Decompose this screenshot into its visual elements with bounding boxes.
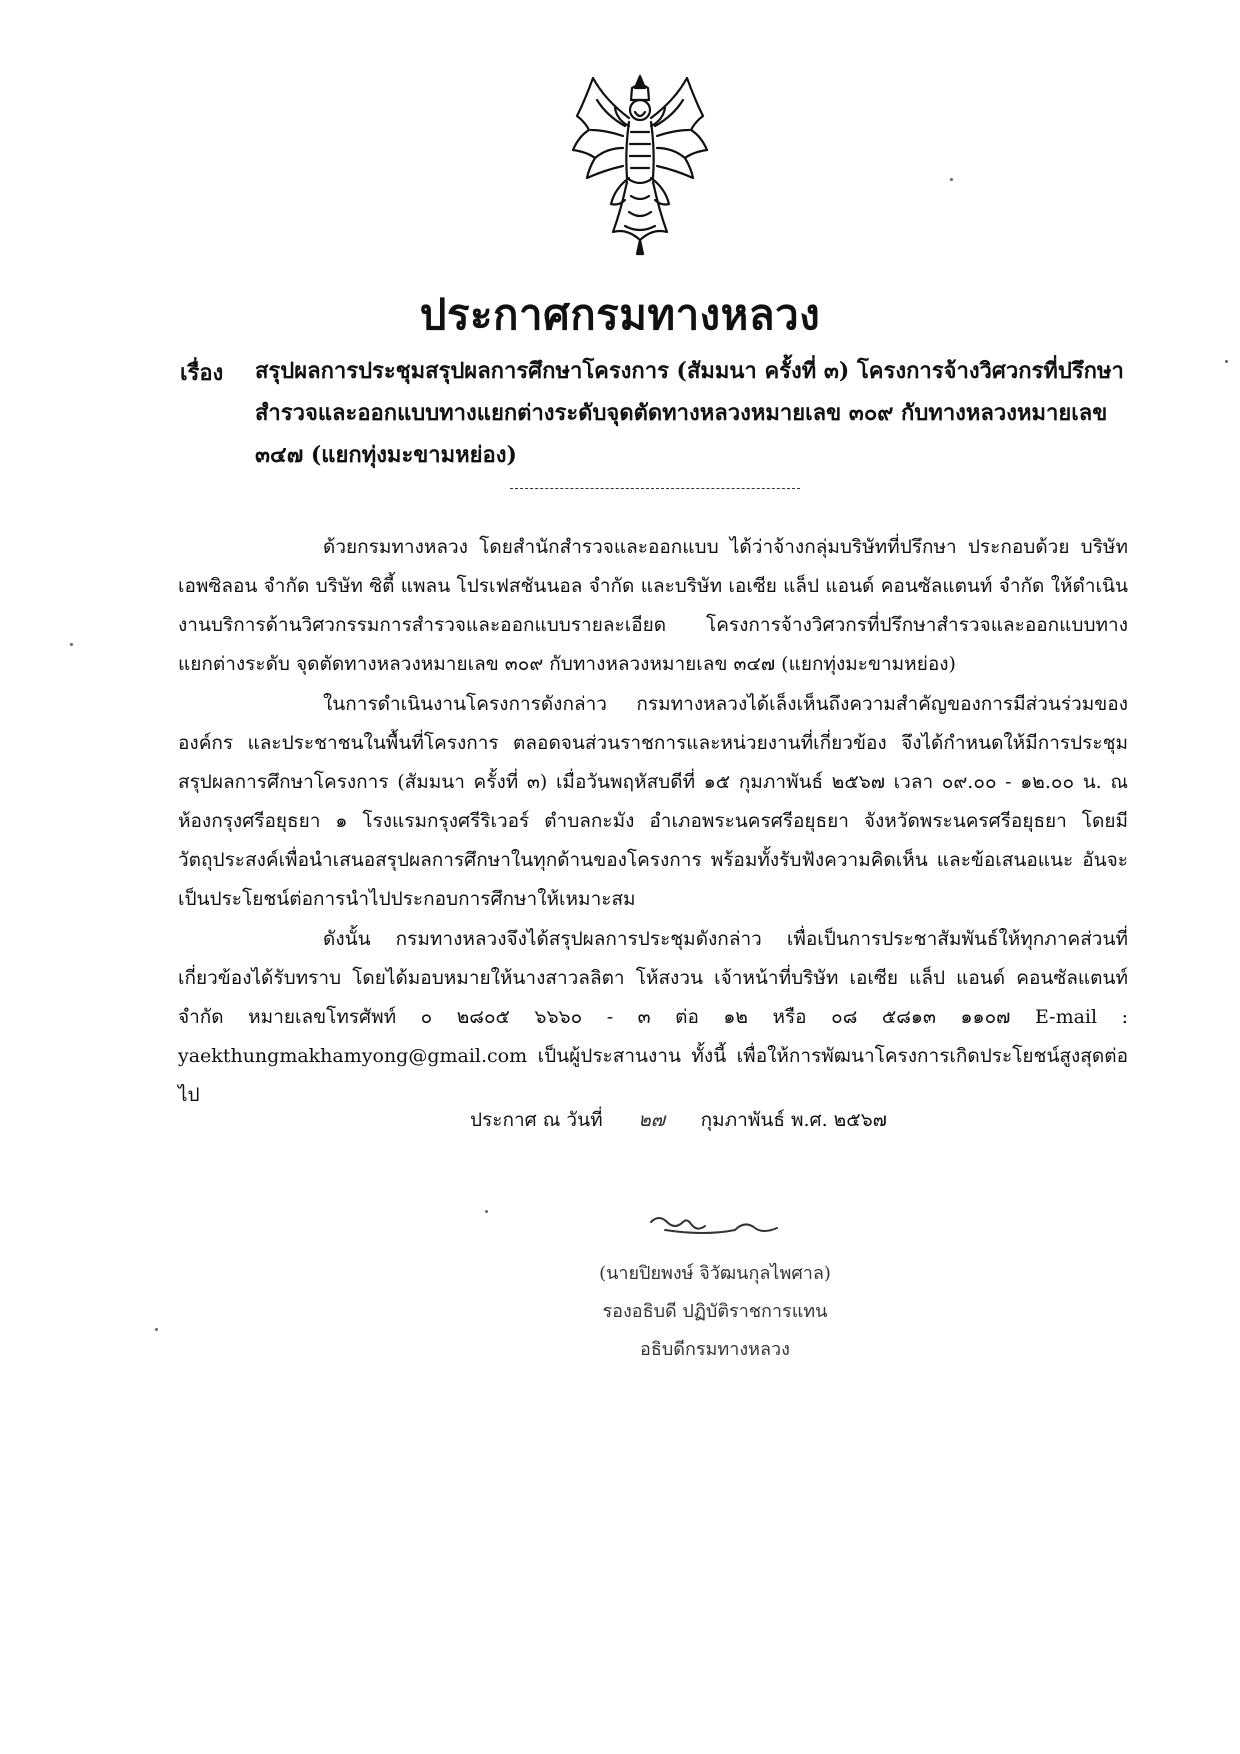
scan-speck [950, 178, 953, 181]
announcement-date-day: ๒๗ [638, 1109, 665, 1131]
announcement-date [470, 1105, 887, 1135]
body-paragraph-1: ด้วยกรมทางหลวง โดยสำนักสำรวจและออกแบบ ได้ว่าจ้างกลุ่มบริษัทที่ปรึกษา ประกอบด้วย บริษัท เอพซิลอน จำกัด บริษัท ซิตี้ แพลน โปรเฟสชันนอล จำกัด และบริษัท เอเซีย แล็ป แอนด์ คอนซัลแตนท์ จำกัด ให้ดำเนินงานบริการด้านวิศวกรรมการสำรวจและออกแบบรายละเอียด โครงการจ้างวิศวกรที่ปรึกษาสำรวจและออกแบบทางแยกต่างระดับ จุดตัดทางหลวงหมายเลข ๓๐๙ กับทางหลวงหมายเลข ๓๔๗ (แยกทุ่งมะขามหย่อง) [178, 536, 1128, 675]
handwritten-signature-icon [645, 1200, 785, 1250]
scan-speck [155, 1328, 158, 1331]
dashed-divider [510, 488, 800, 489]
announcement-date-month-year: กุมภาพันธ์ พ.ศ. ๒๕๖๗ [700, 1109, 887, 1131]
scan-speck [1225, 360, 1228, 363]
garuda-emblem-icon [565, 70, 715, 260]
subject-label: เรื่อง [180, 360, 224, 386]
body-paragraph-2: ในการดำเนินงานโครงการดังกล่าว กรมทางหลวงได้เล็งเห็นถึงความสำคัญของการมีส่วนร่วมขององค์กร และประชาชนในพื้นที่โครงการ ตลอดจนส่วนราชการและหน่วยงานที่เกี่ยวข้อง จึงได้กำหนดให้มีการประชุมสรุปผลการศึกษาโครงการ (สัมมนา ครั้งที่ ๓) เมื่อวันพฤหัสบดีที่ ๑๕ กุมภาพันธ์ ๒๕๖๗ เวลา ๐๙.๐๐ - ๑๒.๐๐ น. ณ ห้องกรุงศรีอยุธยา ๑ โรงแรมกรุงศรีริเวอร์ ตำบลกะมัง อำเภอพระนครศรีอยุธยา จังหวัดพระนครศรีอยุธยา โดยมีวัตถุประสงค์เพื่อนำเสนอสรุปผลการศึกษาในทุกด้านของโครงการ พร้อมทั้งรับฟังความคิดเห็น และข้อเสนอแนะ อันจะเป็นประโยชน์ต่อการนำไปประกอบการศึกษาให้เหมาะสม [178, 693, 1128, 910]
signatory-block [520, 1255, 910, 1369]
document-title: ประกาศกรมทางหลวง [419, 290, 821, 339]
body-paragraph-3: ดังนั้น กรมทางหลวงจึงได้สรุปผลการประชุมดังกล่าว เพื่อเป็นการประชาสัมพันธ์ให้ทุกภาคส่วนที่เกี่ยวข้องได้รับทราบ โดยได้มอบหมายให้นางสาวลลิตา โห้สงวน เจ้าหน้าที่บริษัท เอเซีย แล็ป แอนด์ คอนซัลแตนท์ จำกัด หมายเลขโทรศัพท์ ๐ ๒๘๐๕ ๖๖๖๐ - ๓ ต่อ ๑๒ หรือ ๐๘ ๕๘๑๓ ๑๑๐๗ E-mail : yaekthungmakhamyong@gmail.com เป็นผู้ประสานงาน ทั้งนี้ เพื่อให้การพัฒนาโครงการเกิดประโยชน์สูงสุดต่อไป [178, 928, 1128, 1106]
announcement-date-prefix: ประกาศ ณ วันที่ [470, 1109, 603, 1131]
subject-text: สรุปผลการประชุมสรุปผลการศึกษาโครงการ (สัมมนา ครั้งที่ ๓) โครงการจ้างวิศวกรที่ปรึกษาสำรวจและออกแบบทางแยกต่างระดับจุดตัดทางหลวงหมายเลข ๓๐๙ กับทางหลวงหมายเลข ๓๔๗ (แยกทุ่งมะขามหย่อง) [255, 358, 1124, 468]
signatory-name: (นายปิยพงษ์ จิวัฒนกุลไพศาล) [599, 1263, 831, 1284]
scan-speck [485, 1210, 488, 1213]
signatory-position-line-2: อธิบดีกรมทางหลวง [640, 1339, 790, 1360]
signatory-position-line-1: รองอธิบดี ปฏิบัติราชการแทน [602, 1301, 828, 1322]
scan-speck [70, 643, 73, 646]
